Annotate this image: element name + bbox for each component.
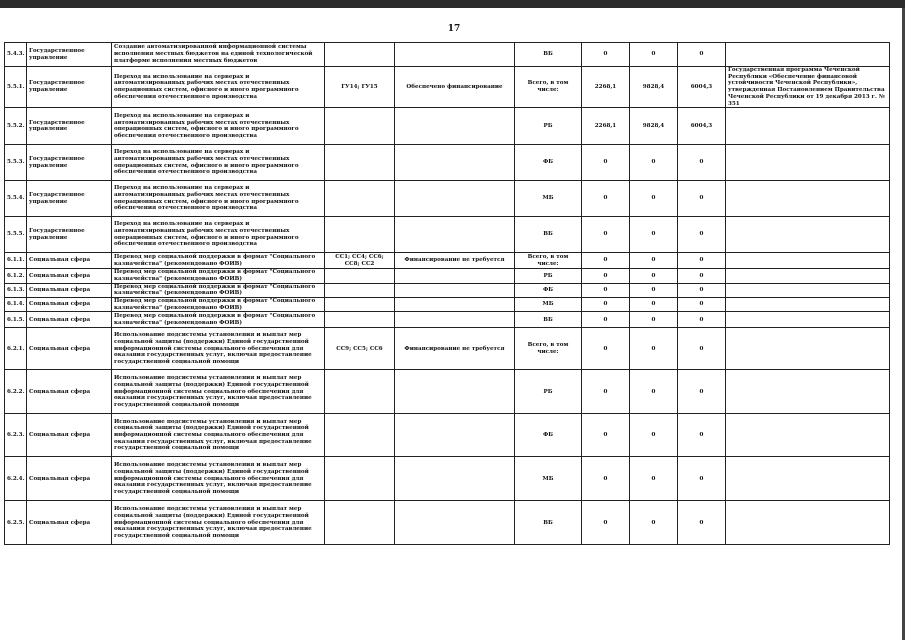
program-document-cell: Государственная программа Чеченской Республики «Обеспечение финансовой устойчивости Чеченской Республики», утвержденная Постановлением Правительства Чеченской Республики от 19 декабря 2013 г. № 351 bbox=[726, 67, 890, 108]
amount-year1-cell: 0 bbox=[582, 328, 630, 370]
measure-description-cell: Использование подсистемы установления и выплат мер социальной защиты (поддержки) Единой государственной информационной системы социального обеспечения для оказания государственных услуг, включая предоставление государственной социальной помощи bbox=[112, 414, 325, 457]
financing-status-cell bbox=[395, 43, 515, 67]
indicator-codes-cell bbox=[325, 457, 395, 501]
row-number: 5.5.3. bbox=[5, 145, 27, 181]
table-row bbox=[5, 312, 890, 328]
row-number: 5.4.3. bbox=[5, 43, 27, 67]
amount-year2-cell: 0 bbox=[630, 370, 678, 414]
indicator-codes-cell bbox=[325, 217, 395, 253]
indicator-codes-cell bbox=[325, 269, 395, 283]
amount-year2-cell: 0 bbox=[630, 253, 678, 269]
financing-status-cell bbox=[395, 414, 515, 457]
amount-year2-cell: 0 bbox=[630, 501, 678, 545]
financing-status-cell bbox=[395, 181, 515, 217]
financing-status-cell bbox=[395, 269, 515, 283]
indicator-codes-cell bbox=[325, 43, 395, 67]
amount-year1-cell: 0 bbox=[582, 283, 630, 297]
program-document-cell bbox=[726, 414, 890, 457]
amount-year1-cell: 0 bbox=[582, 414, 630, 457]
amount-year1-cell: 0 bbox=[582, 253, 630, 269]
funding-source-cell: РБ bbox=[515, 370, 582, 414]
financing-status-cell bbox=[395, 217, 515, 253]
program-document-cell bbox=[726, 298, 890, 312]
funding-source-cell: ВБ bbox=[515, 43, 582, 67]
program-document-cell bbox=[726, 217, 890, 253]
funding-source-cell: Всего, в том числе: bbox=[515, 67, 582, 108]
financing-status-cell bbox=[395, 145, 515, 181]
organization-cell: Социальная сфера bbox=[27, 501, 112, 545]
indicator-codes-cell: ГУ14; ГУ15 bbox=[325, 67, 395, 108]
measure-description-cell: Переход на использование на серверах и автоматизированных рабочих местах отечественных операционных систем, офисного и иного программного обеспечения отечественного производства bbox=[112, 67, 325, 108]
row-number: 6.1.3. bbox=[5, 283, 27, 297]
indicator-codes-cell bbox=[325, 501, 395, 545]
measure-description-cell: Переход на использование на серверах и автоматизированных рабочих местах отечественных операционных систем, офисного и иного программного обеспечения отечественного производства bbox=[112, 108, 325, 145]
organization-cell: Социальная сфера bbox=[27, 298, 112, 312]
measure-description-cell: Использование подсистемы установления и выплат мер социальной защиты (поддержки) Единой государственной информационной системы социального обеспечения для оказания государственных услуг, включая предоставление государственной социальной помощи bbox=[112, 328, 325, 370]
amount-year2-cell: 0 bbox=[630, 312, 678, 328]
funding-source-cell: МБ bbox=[515, 298, 582, 312]
funding-source-cell: РБ bbox=[515, 108, 582, 145]
row-number: 5.5.1. bbox=[5, 67, 27, 108]
amount-year1-cell: 0 bbox=[582, 457, 630, 501]
financing-status-cell: Обеспечено финансирование bbox=[395, 67, 515, 108]
indicator-codes-cell bbox=[325, 108, 395, 145]
program-document-cell bbox=[726, 43, 890, 67]
funding-source-cell: ФБ bbox=[515, 283, 582, 297]
financing-status-cell bbox=[395, 457, 515, 501]
program-document-cell bbox=[726, 457, 890, 501]
measure-description-cell: Использование подсистемы установления и выплат мер социальной защиты (поддержки) Единой государственной информационной системы социального обеспечения для оказания государственных услуг, включая предоставление государственной социальной помощи bbox=[112, 370, 325, 414]
amount-year3-cell: 0 bbox=[678, 217, 726, 253]
funding-source-cell: ВБ bbox=[515, 312, 582, 328]
scan-top-border bbox=[0, 0, 905, 8]
measure-description-cell: Переход на использование на серверах и автоматизированных рабочих местах отечественных операционных систем, офисного и иного программного обеспечения отечественного производства bbox=[112, 217, 325, 253]
amount-year2-cell: 0 bbox=[630, 414, 678, 457]
amount-year1-cell: 0 bbox=[582, 298, 630, 312]
amount-year2-cell: 0 bbox=[630, 217, 678, 253]
program-document-cell bbox=[726, 253, 890, 269]
program-document-cell bbox=[726, 108, 890, 145]
amount-year3-cell: 6004,3 bbox=[678, 67, 726, 108]
organization-cell: Государственное управление bbox=[27, 217, 112, 253]
indicator-codes-cell bbox=[325, 370, 395, 414]
table-row bbox=[5, 67, 890, 108]
row-number: 6.2.2. bbox=[5, 370, 27, 414]
row-number: 6.2.4. bbox=[5, 457, 27, 501]
amount-year1-cell: 0 bbox=[582, 43, 630, 67]
indicator-codes-cell bbox=[325, 145, 395, 181]
amount-year1-cell: 2268,1 bbox=[582, 67, 630, 108]
amount-year3-cell: 0 bbox=[678, 43, 726, 67]
amount-year3-cell: 6004,3 bbox=[678, 108, 726, 145]
amount-year1-cell: 0 bbox=[582, 217, 630, 253]
program-document-cell bbox=[726, 501, 890, 545]
funding-source-cell: Всего, в том числе: bbox=[515, 328, 582, 370]
financing-status-cell: Финансирование не требуется bbox=[395, 253, 515, 269]
amount-year2-cell: 9828,4 bbox=[630, 67, 678, 108]
table-row bbox=[5, 217, 890, 253]
amount-year1-cell: 0 bbox=[582, 145, 630, 181]
funding-source-cell: ВБ bbox=[515, 217, 582, 253]
amount-year1-cell: 2268,1 bbox=[582, 108, 630, 145]
amount-year2-cell: 0 bbox=[630, 145, 678, 181]
amount-year3-cell: 0 bbox=[678, 370, 726, 414]
measure-description-cell: Использование подсистемы установления и выплат мер социальной защиты (поддержки) Единой государственной информационной системы социального обеспечения для оказания государственных услуг, включая предоставление государственной социальной помощи bbox=[112, 501, 325, 545]
organization-cell: Государственное управление bbox=[27, 108, 112, 145]
program-document-cell bbox=[726, 269, 890, 283]
table-row bbox=[5, 269, 890, 283]
amount-year3-cell: 0 bbox=[678, 145, 726, 181]
measure-description-cell: Переход на использование на серверах и автоматизированных рабочих местах отечественных операционных систем, офисного и иного программного обеспечения отечественного производства bbox=[112, 145, 325, 181]
measure-description-cell: Перевод мер социальной поддержки в формат "Социального казначейства" (рекомендовано ФОИВ) bbox=[112, 298, 325, 312]
financing-status-cell bbox=[395, 283, 515, 297]
amount-year3-cell: 0 bbox=[678, 298, 726, 312]
page-number: 17 bbox=[447, 24, 461, 34]
funding-source-cell: ВБ bbox=[515, 501, 582, 545]
amount-year3-cell: 0 bbox=[678, 414, 726, 457]
organization-cell: Социальная сфера bbox=[27, 370, 112, 414]
row-number: 6.2.1. bbox=[5, 328, 27, 370]
amount-year3-cell: 0 bbox=[678, 283, 726, 297]
funding-source-cell: МБ bbox=[515, 457, 582, 501]
financing-status-cell bbox=[395, 370, 515, 414]
amount-year2-cell: 0 bbox=[630, 298, 678, 312]
table-row bbox=[5, 457, 890, 501]
organization-cell: Государственное управление bbox=[27, 43, 112, 67]
table-row bbox=[5, 145, 890, 181]
indicator-codes-cell: СС1; СС4; СС6; СС8; СС2 bbox=[325, 253, 395, 269]
amount-year3-cell: 0 bbox=[678, 328, 726, 370]
row-number: 5.5.4. bbox=[5, 181, 27, 217]
funding-source-cell: Всего, в том числе: bbox=[515, 253, 582, 269]
table-row bbox=[5, 253, 890, 269]
organization-cell: Социальная сфера bbox=[27, 328, 112, 370]
amount-year2-cell: 0 bbox=[630, 457, 678, 501]
table-row bbox=[5, 501, 890, 545]
measure-description-cell: Перевод мер социальной поддержки в формат "Социального казначейства" (рекомендовано ФОИВ) bbox=[112, 269, 325, 283]
table-row bbox=[5, 414, 890, 457]
program-document-cell bbox=[726, 283, 890, 297]
table-row bbox=[5, 43, 890, 67]
amount-year2-cell: 0 bbox=[630, 43, 678, 67]
row-number: 5.5.5. bbox=[5, 217, 27, 253]
row-number: 6.2.5. bbox=[5, 501, 27, 545]
row-number: 6.1.4. bbox=[5, 298, 27, 312]
program-document-cell bbox=[726, 312, 890, 328]
indicator-codes-cell: СС9; СС5; СС6 bbox=[325, 328, 395, 370]
measure-description-cell: Переход на использование на серверах и автоматизированных рабочих местах отечественных операционных систем, офисного и иного программного обеспечения отечественного производства bbox=[112, 181, 325, 217]
measure-description-cell: Перевод мер социальной поддержки в формат "Социального казначейства" (рекомендовано ФОИВ) bbox=[112, 312, 325, 328]
funding-source-cell: МБ bbox=[515, 181, 582, 217]
row-number: 6.2.3. bbox=[5, 414, 27, 457]
organization-cell: Государственное управление bbox=[27, 67, 112, 108]
program-document-cell bbox=[726, 181, 890, 217]
organization-cell: Государственное управление bbox=[27, 181, 112, 217]
amount-year1-cell: 0 bbox=[582, 370, 630, 414]
indicator-codes-cell bbox=[325, 298, 395, 312]
table-row bbox=[5, 298, 890, 312]
organization-cell: Государственное управление bbox=[27, 145, 112, 181]
row-number: 6.1.2. bbox=[5, 269, 27, 283]
row-number: 6.1.1. bbox=[5, 253, 27, 269]
financing-status-cell: Финансирование не требуется bbox=[395, 328, 515, 370]
row-number: 5.5.2. bbox=[5, 108, 27, 145]
table-row bbox=[5, 108, 890, 145]
amount-year3-cell: 0 bbox=[678, 501, 726, 545]
indicator-codes-cell bbox=[325, 181, 395, 217]
organization-cell: Социальная сфера bbox=[27, 269, 112, 283]
indicator-codes-cell bbox=[325, 312, 395, 328]
table-row bbox=[5, 181, 890, 217]
funding-source-cell: ФБ bbox=[515, 414, 582, 457]
row-number: 6.1.5. bbox=[5, 312, 27, 328]
financing-status-cell bbox=[395, 501, 515, 545]
amount-year2-cell: 0 bbox=[630, 181, 678, 217]
amount-year3-cell: 0 bbox=[678, 312, 726, 328]
program-document-cell bbox=[726, 145, 890, 181]
amount-year1-cell: 0 bbox=[582, 501, 630, 545]
indicator-codes-cell bbox=[325, 283, 395, 297]
measures-table bbox=[4, 42, 890, 545]
amount-year3-cell: 0 bbox=[678, 253, 726, 269]
amount-year1-cell: 0 bbox=[582, 181, 630, 217]
program-document-cell bbox=[726, 370, 890, 414]
amount-year1-cell: 0 bbox=[582, 269, 630, 283]
program-document-cell bbox=[726, 328, 890, 370]
organization-cell: Социальная сфера bbox=[27, 253, 112, 269]
table-row bbox=[5, 328, 890, 370]
table-body bbox=[5, 43, 890, 545]
financing-status-cell bbox=[395, 298, 515, 312]
organization-cell: Социальная сфера bbox=[27, 457, 112, 501]
table-row bbox=[5, 370, 890, 414]
measure-description-cell: Создание автоматизированной информационной системы исполнения местных бюджетов на единой технологической платформе исполнения местных бюджетов bbox=[112, 43, 325, 67]
funding-source-cell: ФБ bbox=[515, 145, 582, 181]
indicator-codes-cell bbox=[325, 414, 395, 457]
organization-cell: Социальная сфера bbox=[27, 283, 112, 297]
measure-description-cell: Использование подсистемы установления и выплат мер социальной защиты (поддержки) Единой государственной информационной системы социального обеспечения для оказания государственных услуг, включая предоставление государственной социальной помощи bbox=[112, 457, 325, 501]
amount-year3-cell: 0 bbox=[678, 181, 726, 217]
amount-year1-cell: 0 bbox=[582, 312, 630, 328]
financing-status-cell bbox=[395, 108, 515, 145]
organization-cell: Социальная сфера bbox=[27, 312, 112, 328]
organization-cell: Социальная сфера bbox=[27, 414, 112, 457]
amount-year2-cell: 0 bbox=[630, 269, 678, 283]
table-row bbox=[5, 283, 890, 297]
amount-year2-cell: 9828,4 bbox=[630, 108, 678, 145]
amount-year2-cell: 0 bbox=[630, 283, 678, 297]
amount-year3-cell: 0 bbox=[678, 457, 726, 501]
measure-description-cell: Перевод мер социальной поддержки в формат "Социального казначейства" (рекомендовано ФОИВ) bbox=[112, 283, 325, 297]
amount-year2-cell: 0 bbox=[630, 328, 678, 370]
funding-source-cell: РБ bbox=[515, 269, 582, 283]
measure-description-cell: Перевод мер социальной поддержки в формат "Социального казначейства" (рекомендовано ФОИВ) bbox=[112, 253, 325, 269]
amount-year3-cell: 0 bbox=[678, 269, 726, 283]
financing-status-cell bbox=[395, 312, 515, 328]
